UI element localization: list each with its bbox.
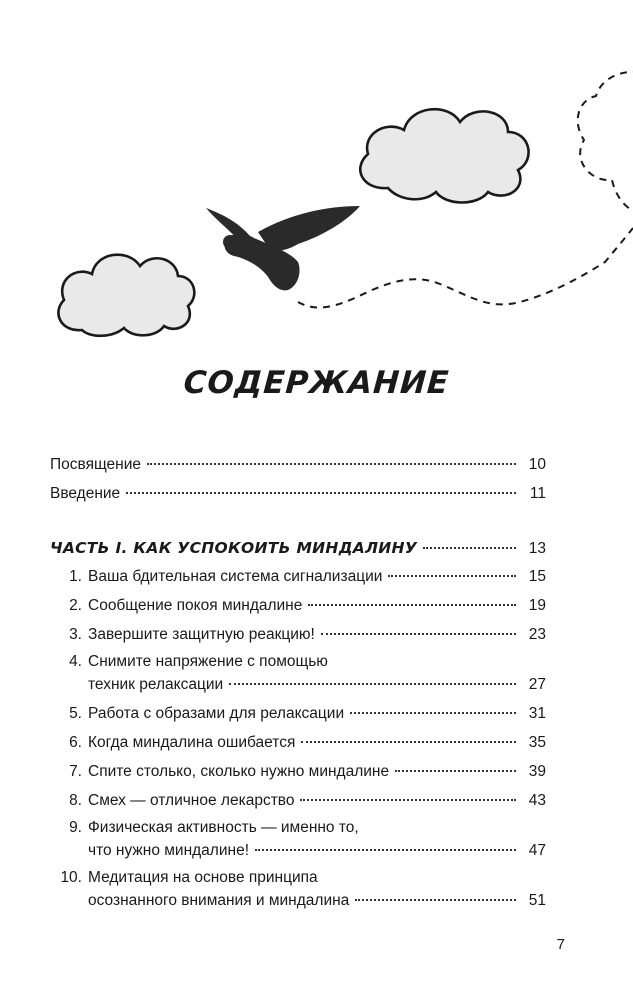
page-number: 7 [556,936,565,953]
toc-page-number: 23 [528,626,546,643]
chapter-title-continued: что нужно миндалине! [88,842,249,859]
toc-page-number: 15 [528,568,546,585]
toc-chapter-line1[interactable] [54,816,359,840]
chapter-title: Когда миндалина ошибается [88,734,296,751]
chapter-number: 8. [69,792,82,809]
dot-leader [388,574,516,577]
toc-chapter[interactable] [54,565,546,589]
toc-page-number: 47 [528,842,546,859]
toc-page-number: 13 [528,540,546,557]
dot-leader [350,711,516,714]
toc-page-number: 51 [528,892,546,909]
toc-chapter[interactable] [54,594,546,618]
dot-leader [126,491,516,494]
toc-chapter-line2[interactable] [88,839,546,863]
toc-part-heading[interactable] [50,536,546,560]
toc-chapter-line1[interactable] [54,650,328,674]
page-title: СОДЕРЖАНИЕ [182,365,451,401]
toc-chapter-line2[interactable] [88,889,546,913]
chapter-number: 4. [69,653,82,670]
toc-chapter-line1[interactable] [54,866,318,890]
chapter-number: 5. [69,705,82,722]
chapter-number: 1. [69,568,82,585]
dot-leader [300,798,516,801]
toc-chapter[interactable] [54,702,546,726]
toc-page-number: 39 [528,763,546,780]
toc-page-number: 35 [528,734,546,751]
chapter-title-continued: техник релаксации [88,676,224,693]
toc-chapter[interactable] [54,623,546,647]
chapter-number: 7. [69,763,82,780]
chapter-number: 2. [69,597,82,614]
toc-chapter[interactable] [54,760,546,784]
toc-chapter[interactable] [54,731,546,755]
toc-page-number: 31 [528,705,546,722]
chapter-number: 3. [69,626,82,643]
chapter-title: Физическая активность — именно то, [88,819,359,836]
toc-entry-dedication[interactable] [50,453,546,477]
chapter-number: 9. [69,819,82,836]
dashed-cloud-icon [578,72,633,212]
dot-leader [255,848,516,851]
cloud-icon [58,255,194,336]
bird-icon [206,206,360,290]
cloud-icon [360,109,528,202]
toc-page-number: 27 [528,676,546,693]
chapter-title: Сообщение покоя миндалине [88,597,303,614]
toc-entry-label: Введение [50,485,121,502]
dot-leader [355,898,516,901]
chapter-title: Завершите защитную реакцию! [88,626,315,643]
dot-leader [308,603,516,606]
chapter-title: Смех — отличное лекарство [88,792,295,809]
dashed-flight-path [298,228,633,307]
toc-entry-introduction[interactable] [50,482,546,506]
dot-leader [229,682,516,685]
toc-entry-label: Посвящение [50,456,142,473]
toc-page-number: 11 [529,485,546,502]
dot-leader [301,740,516,743]
chapter-number: 6. [69,734,82,751]
chapter-title: Работа с образами для релаксации [88,705,345,722]
chapter-title-continued: осознанного внимания и миндалина [88,892,350,909]
chapter-title: Медитация на основе принципа [88,869,318,886]
toc-page-number: 10 [528,456,546,473]
chapter-title: Ваша бдительная система сигнализации [88,568,383,585]
toc-chapter-line2[interactable] [88,673,546,697]
toc-part-label: ЧАСТЬ I. КАК УСПОКОИТЬ МИНДАЛИНУ [50,539,418,557]
toc-page-number: 43 [528,792,546,809]
dot-leader [321,632,516,635]
header-illustration [0,0,633,360]
chapter-title: Снимите напряжение с помощью [88,653,328,670]
dot-leader [147,462,516,465]
dot-leader [395,769,516,772]
chapter-number: 10. [60,869,82,886]
chapter-title: Спите столько, сколько нужно миндалине [88,763,390,780]
toc-page-number: 19 [528,597,546,614]
toc-chapter[interactable] [54,789,546,813]
dot-leader [423,546,516,549]
